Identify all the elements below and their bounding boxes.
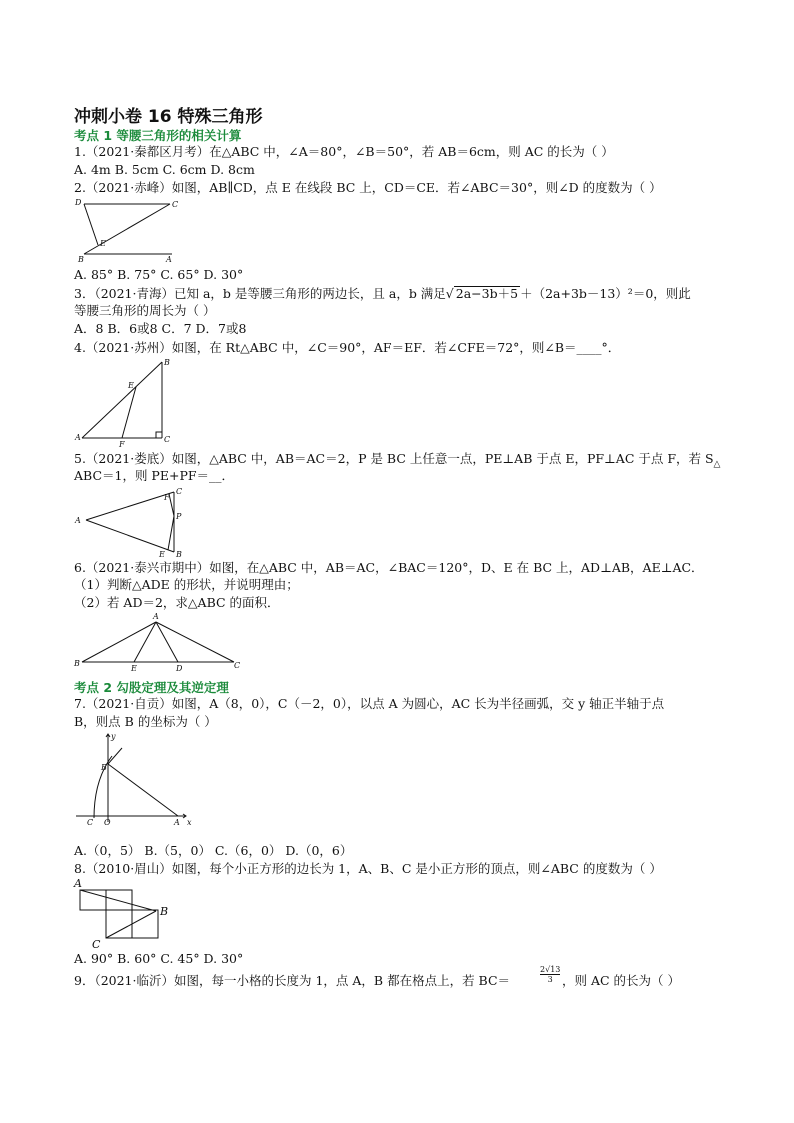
question-8-stem: 8.（2010·眉山）如图，每个小正方形的边长为 1，A、B、C 是小正方形的顶点，则∠ABC 的度数为（ ）	[74, 861, 662, 876]
question-6-figure	[74, 612, 244, 672]
q4-label-e: E	[128, 381, 134, 390]
q7-label-c: C	[87, 818, 94, 827]
q9-fraction-numerator: 2√13	[540, 965, 561, 974]
q5-label-f: F	[164, 493, 170, 502]
q2-label-a: A	[166, 255, 172, 264]
q7-label-o: O	[104, 818, 111, 827]
question-6-part-1: （1）判断△ADE 的形状，并说明理由；	[74, 577, 299, 592]
question-3-stem	[74, 286, 691, 302]
q4-label-a: A	[75, 433, 81, 442]
section-heading-1: 考点 1 等腰三角形的相关计算	[74, 128, 242, 143]
question-3-options: A．8 B．6或8 C．7 D．7或8	[74, 321, 247, 336]
q6-label-b: B	[74, 659, 80, 668]
sqrt-symbol: √	[445, 286, 454, 301]
question-4-stem: 4.（2021·苏州）如图，在 Rt△ABC 中，∠C＝90°，AF＝EF．若∠CFE＝72°，则∠B＝____°．	[74, 340, 621, 355]
question-3-stem-cont: 等腰三角形的周长为（ ）	[74, 303, 216, 318]
question-8-options: A. 90° B. 60° C. 45° D. 30°	[74, 951, 244, 966]
question-2-figure	[74, 196, 184, 264]
q6-label-d: D	[176, 664, 183, 673]
question-7-stem: 7.（2021·自贡）如图，A（8，0），C（－2，0），以点 A 为圆心，AC 长为半径画弧，交 y 轴正半轴于点	[74, 696, 665, 711]
q7-label-y: y	[111, 732, 116, 741]
q5-label-p: P	[176, 512, 182, 521]
q3-radicand: 2a−3b＋5	[455, 286, 519, 301]
q2-label-b: B	[78, 255, 84, 264]
q6-label-a: A	[153, 612, 159, 621]
q7-label-b: B	[101, 763, 107, 772]
question-9-stem-b: ，则 AC 的长为（ ）	[562, 973, 681, 988]
q6-label-e: E	[131, 664, 137, 673]
q7-label-x: x	[187, 818, 192, 827]
q3-stem-a: 3．（2021·青海）已知 a，b 是等腰三角形的两边长，且 a，b 满足	[74, 286, 446, 301]
q5-label-e: E	[159, 550, 165, 559]
q8-label-a: A	[74, 877, 82, 890]
q2-label-d: D	[75, 198, 82, 207]
question-1-stem: 1.（2021·秦都区月考）在△ABC 中，∠A＝80°，∠B＝50°，若 AB＝6cm，则 AC 的长为（ ）	[74, 144, 614, 159]
q5-triangle-sub: △	[713, 459, 721, 470]
question-6-stem: 6.（2021·泰兴市期中）如图，在△ABC 中，AB＝AC，∠BAC＝120°，D、E 在 BC 上，AD⊥AB，AE⊥AC．	[74, 560, 704, 575]
q7-label-a: A	[174, 818, 180, 827]
q5-label-c: C	[176, 487, 183, 496]
q8-label-c: C	[92, 938, 101, 951]
q5-label-a: A	[75, 516, 81, 525]
question-9-stem-a: 9．（2021·临沂）如图，每一小格的长度为 1，点 A，B 都在格点上，若 BC＝	[74, 973, 511, 988]
q5-label-b: B	[176, 550, 182, 559]
q5-stem-a: 5.（2021·娄底）如图，△ABC 中，AB＝AC＝2，P 是 BC 上任意一点，PE⊥AB 于点 E，PF⊥AC 于点 F，若 S	[74, 451, 714, 466]
q4-label-f: F	[119, 440, 125, 449]
question-6-part-2: （2）若 AD＝2，求△ABC 的面积．	[74, 595, 280, 610]
page-title: 冲刺小卷 16 特殊三角形	[74, 107, 263, 127]
q4-label-b: B	[164, 358, 170, 367]
q6-label-c: C	[234, 661, 241, 670]
q9-fraction	[540, 965, 560, 984]
question-7-options: A.（0，5） B.（5，0） C.（6，0） D.（0，6）	[74, 843, 353, 858]
question-5-stem-cont: ABC＝1，则 PE+PF＝__．	[74, 468, 235, 483]
section-heading-2: 考点 2 勾股定理及其逆定理	[74, 680, 229, 695]
question-2-stem: 2.（2021·赤峰）如图，AB∥CD，点 E 在线段 BC 上，CD＝CE．若∠ABC＝30°，则∠D 的度数为（ ）	[74, 180, 662, 195]
q4-label-c: C	[164, 435, 171, 444]
question-2-options: A. 85° B. 75° C. 65° D. 30°	[74, 267, 244, 282]
question-8-figure	[72, 876, 176, 950]
question-7-figure	[74, 730, 194, 826]
q2-label-c: C	[172, 200, 179, 209]
question-1-options: A. 4m B. 5cm C. 6cm D. 8cm	[74, 162, 255, 177]
question-5-figure	[74, 486, 190, 558]
q2-label-e: E	[100, 239, 106, 248]
q3-stem-b: ＋（2a+3b－13）²＝0，则此	[520, 286, 691, 301]
q8-label-b: B	[160, 905, 169, 918]
q9-fraction-denominator: 3	[540, 974, 560, 984]
question-7-stem-cont: B，则点 B 的坐标为（ ）	[74, 714, 217, 729]
question-4-figure	[74, 356, 178, 449]
